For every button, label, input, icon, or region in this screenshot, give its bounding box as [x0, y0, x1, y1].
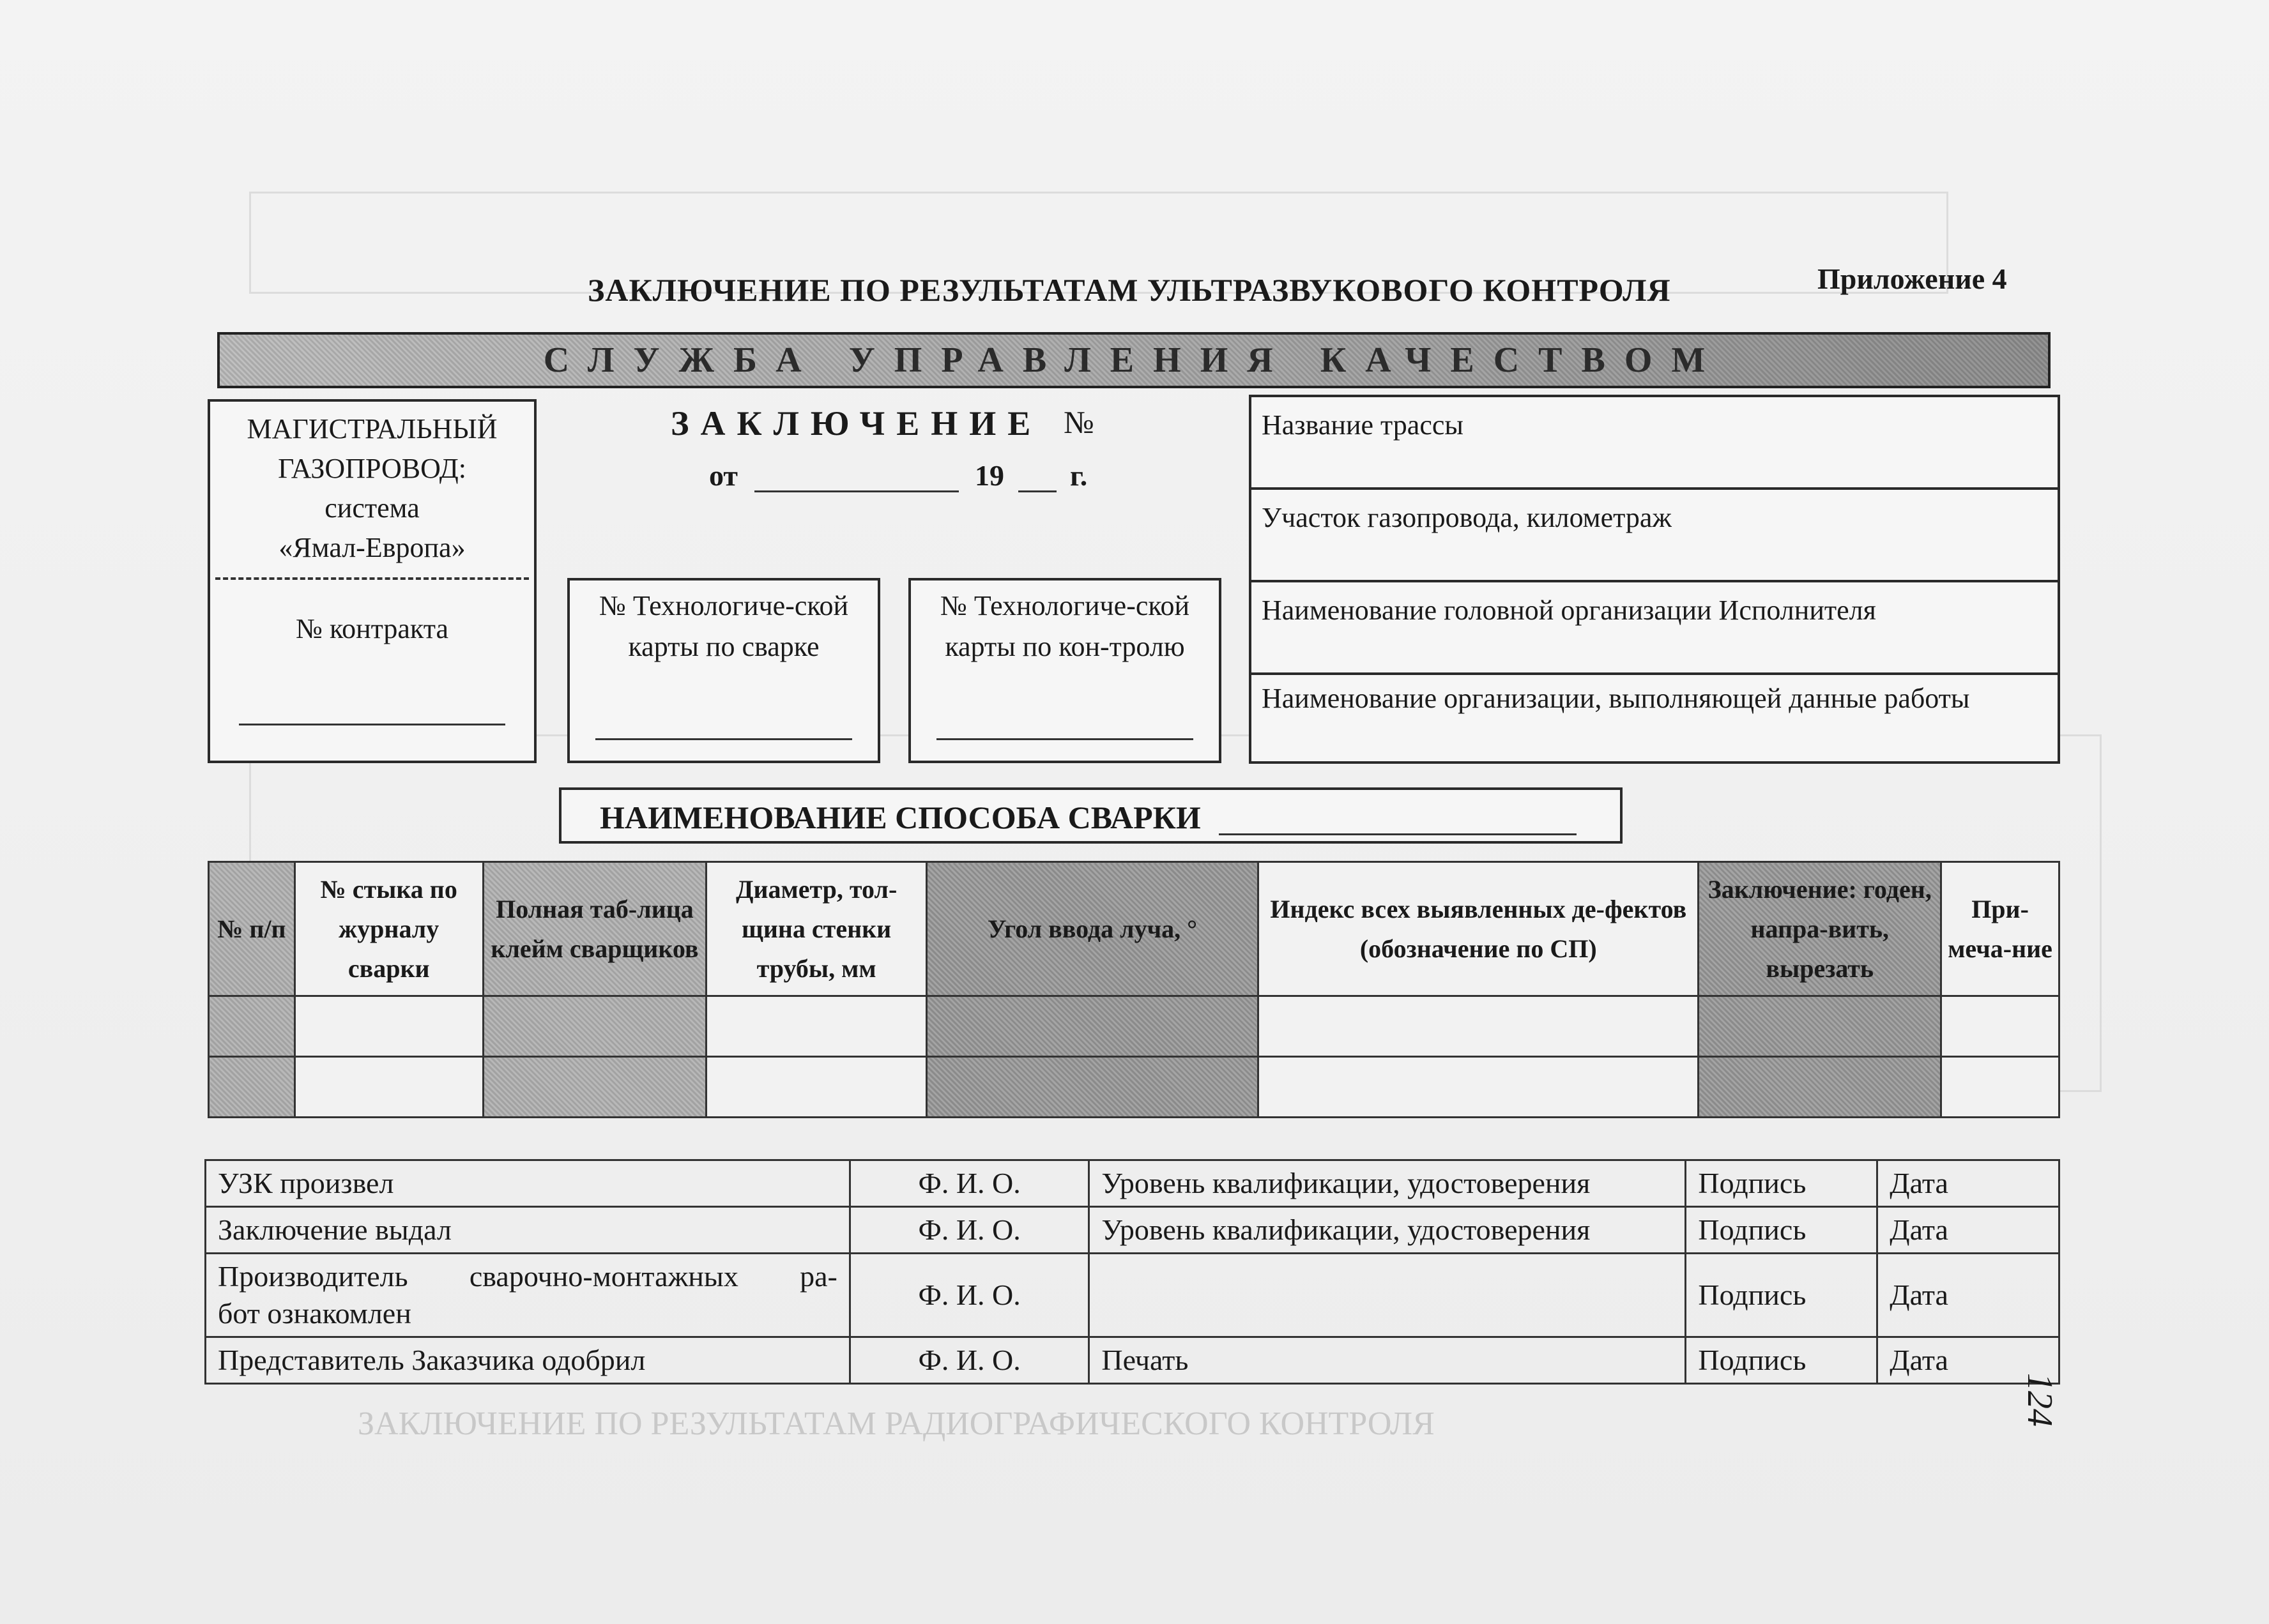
role-cell: УЗК произвел: [206, 1160, 850, 1207]
date-from-label: от: [709, 459, 738, 492]
head-org-row[interactable]: [1251, 582, 2058, 675]
work-org-row[interactable]: [1251, 675, 2058, 764]
date-year-label: 19: [975, 459, 1004, 492]
date-field[interactable]: [754, 464, 959, 492]
cell[interactable]: [1699, 1057, 1941, 1118]
results-table: [208, 861, 2060, 1118]
cell[interactable]: [483, 996, 707, 1057]
cell[interactable]: [707, 1057, 927, 1118]
fio-cell[interactable]: Ф. И. О.: [850, 1337, 1089, 1384]
contract-field-line[interactable]: [239, 724, 505, 725]
welding-card-field[interactable]: [595, 738, 852, 740]
cell[interactable]: [707, 996, 927, 1057]
control-card-field[interactable]: [936, 738, 1193, 740]
route-name-label: Название трассы: [1262, 409, 1463, 441]
table-row: [209, 996, 2059, 1057]
signature-row: [206, 1160, 2059, 1207]
cell[interactable]: [483, 1057, 707, 1118]
col-header-angle: Угол ввода луча, °: [926, 862, 1258, 996]
appendix-label: Приложение 4: [1817, 262, 2007, 295]
conclusion-date: [709, 459, 1087, 492]
route-info-block: [1249, 395, 2060, 764]
weld-method-field[interactable]: [1219, 810, 1577, 835]
ghost-text: ЗАКЛЮЧЕНИЕ ПО РЕЗУЛЬТАТАМ РАДИОГРАФИЧЕСКОГО КОНТРОЛЯ: [358, 1406, 1435, 1442]
col-header-note: При-меча-ние: [1941, 862, 2059, 996]
work-org-label: Наименование организации, выполняющей данные работы: [1262, 683, 1970, 714]
qualification-cell[interactable]: [1089, 1254, 1686, 1337]
table-row: [209, 1057, 2059, 1118]
pipeline-box: [208, 399, 537, 763]
section-label: Участок газопровода, километраж: [1262, 502, 1672, 533]
role-cell: Заключение выдал: [206, 1207, 850, 1254]
col-header-verdict: Заключение: годен, напра-вить, вырезать: [1699, 862, 1941, 996]
role-line-1: Производитель сварочно-монтажных ра-: [218, 1260, 837, 1293]
date-year-suffix: г.: [1070, 459, 1088, 492]
weld-method-label: НАИМЕНОВАНИЕ СПОСОБА СВАРКИ: [600, 800, 1201, 835]
cell[interactable]: [1941, 1057, 2059, 1118]
quality-service-banner: СЛУЖБА УПРАВЛЕНИЯ КАЧЕСТВОМ: [217, 332, 2051, 388]
cell[interactable]: [1941, 996, 2059, 1057]
role-cell: [206, 1254, 850, 1337]
head-org-label: Наименование головной организации Исполнителя: [1262, 595, 1876, 626]
table-header-row: [209, 862, 2059, 996]
signature-cell[interactable]: Подпись: [1686, 1337, 1877, 1384]
cell[interactable]: [1258, 1057, 1699, 1118]
col-header-welders: Полная таб-лица клейм сварщиков: [483, 862, 707, 996]
page-number: 124: [2020, 1373, 2059, 1427]
pipeline-line3: система: [325, 492, 420, 524]
cell[interactable]: [294, 1057, 483, 1118]
pipeline-line1: МАГИСТРАЛЬНЫЙ: [247, 413, 498, 444]
signature-table: [204, 1159, 2060, 1385]
signature-row: [206, 1254, 2059, 1337]
document-title: ЗАКЛЮЧЕНИЕ ПО РЕЗУЛЬТАТАМ УЛЬТРАЗВУКОВОГО КОНТРОЛЯ: [588, 272, 1671, 308]
signature-cell[interactable]: Подпись: [1686, 1254, 1877, 1337]
signature-row: [206, 1207, 2059, 1254]
col-header-defects: Индекс всех выявленных де-фектов (обозначение по СП): [1258, 862, 1699, 996]
date-cell[interactable]: Дата: [1877, 1254, 2059, 1337]
section-row[interactable]: [1251, 490, 2058, 582]
cell[interactable]: [926, 1057, 1258, 1118]
fio-cell[interactable]: Ф. И. О.: [850, 1254, 1089, 1337]
date-cell[interactable]: Дата: [1877, 1160, 2059, 1207]
cell[interactable]: [1699, 996, 1941, 1057]
contract-label: № контракта: [295, 613, 449, 644]
year-field[interactable]: [1018, 464, 1057, 492]
control-card-box: [908, 578, 1221, 763]
signature-cell[interactable]: Подпись: [1686, 1160, 1877, 1207]
cell[interactable]: [209, 1057, 295, 1118]
qualification-cell[interactable]: Уровень квалификации, удостоверения: [1089, 1207, 1686, 1254]
cell[interactable]: [209, 996, 295, 1057]
fio-cell[interactable]: Ф. И. О.: [850, 1160, 1089, 1207]
conclusion-number-sign: №: [1064, 404, 1094, 440]
fio-cell[interactable]: Ф. И. О.: [850, 1207, 1089, 1254]
cell[interactable]: [294, 996, 483, 1057]
col-header-index: № п/п: [209, 862, 295, 996]
qualification-cell[interactable]: Уровень квалификации, удостоверения: [1089, 1160, 1686, 1207]
col-header-joint: № стыка по журналу сварки: [294, 862, 483, 996]
role-line-2: бот ознакомлен: [218, 1297, 411, 1330]
cell[interactable]: [1258, 996, 1699, 1057]
signature-cell[interactable]: Подпись: [1686, 1207, 1877, 1254]
welding-card-box: [567, 578, 880, 763]
conclusion-word: ЗАКЛЮЧЕНИЕ: [671, 404, 1043, 443]
pipeline-line2: ГАЗОПРОВОД:: [278, 453, 466, 484]
date-cell[interactable]: Дата: [1877, 1337, 2059, 1384]
qualification-cell[interactable]: Печать: [1089, 1337, 1686, 1384]
signature-row: [206, 1337, 2059, 1384]
pipeline-line4: «Ямал-Европа»: [279, 532, 466, 563]
dashed-divider: [215, 577, 529, 580]
role-cell: Представитель Заказчика одобрил: [206, 1337, 850, 1384]
welding-card-label: № Технологиче-ской карты по сварке: [599, 590, 849, 662]
col-header-diameter: Диаметр, тол-щина стенки трубы, мм: [707, 862, 927, 996]
weld-method-box: [559, 787, 1623, 844]
date-cell[interactable]: Дата: [1877, 1207, 2059, 1254]
route-name-row[interactable]: [1251, 397, 2058, 490]
cell[interactable]: [926, 996, 1258, 1057]
control-card-label: № Технологиче-ской карты по кон-тролю: [940, 590, 1190, 662]
